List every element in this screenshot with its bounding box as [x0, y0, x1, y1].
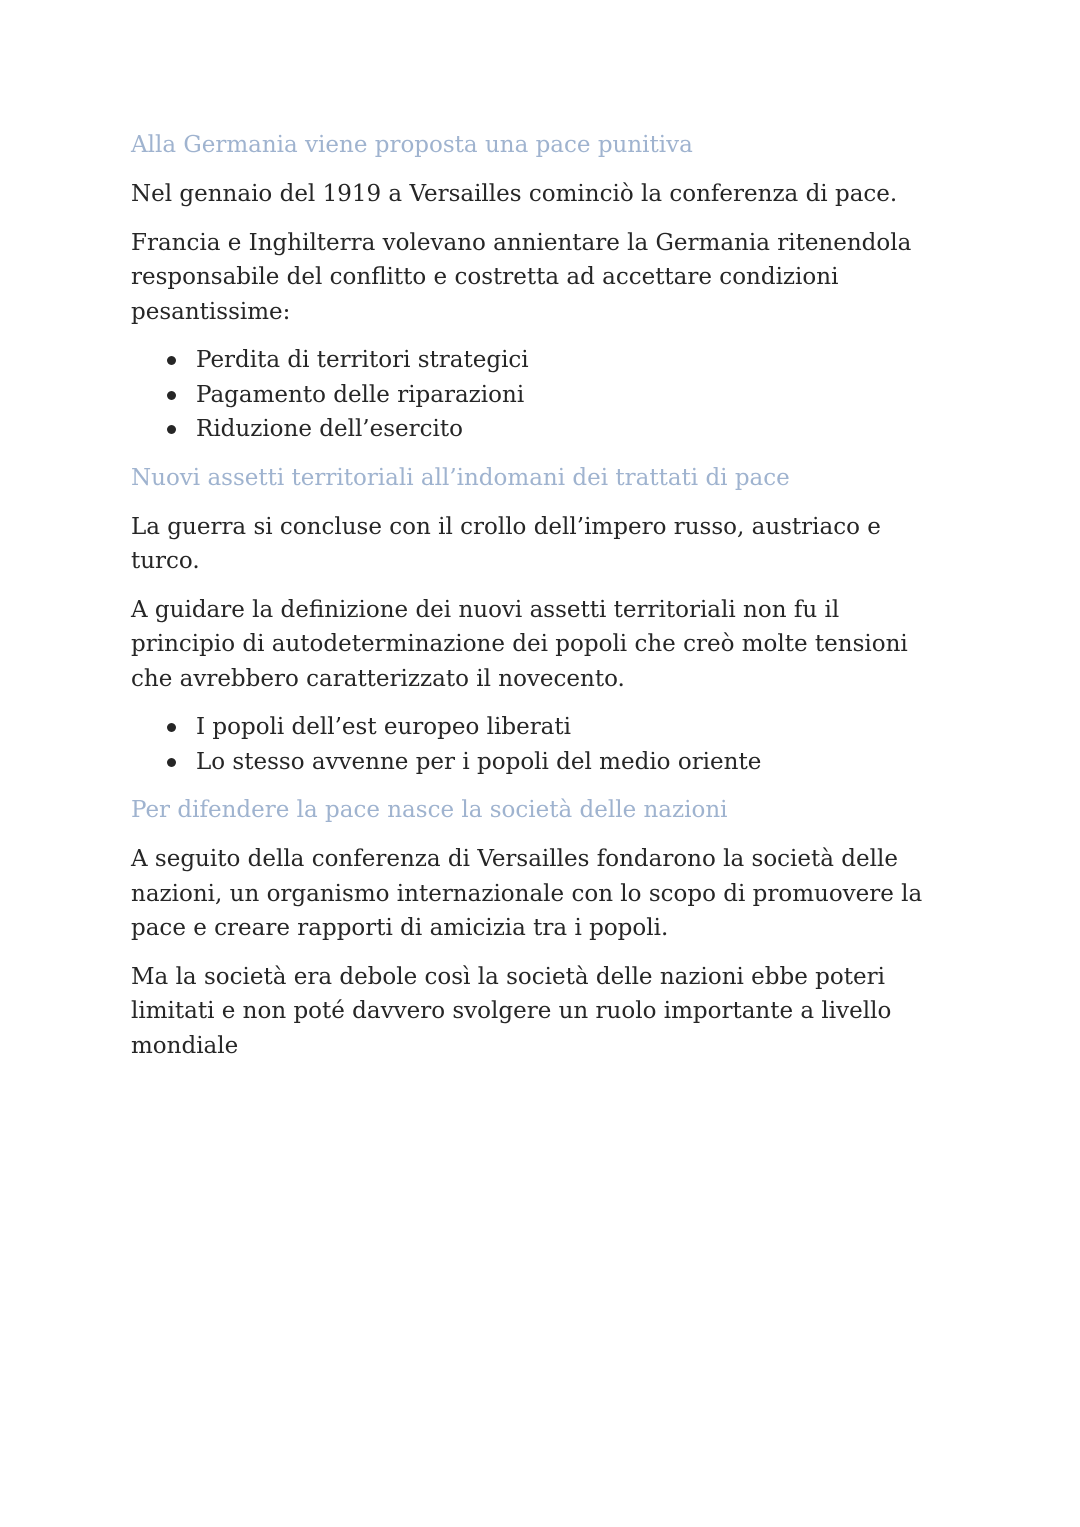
bullet-text: Lo stesso avvenne per i popoli del medio oriente [196, 748, 762, 775]
section-heading: Alla Germania viene proposta una pace punitiva [131, 132, 693, 158]
bullet-dot-icon [167, 356, 176, 365]
bullet-dot-icon [167, 758, 176, 767]
section-assetti-territoriali [131, 461, 931, 780]
paragraph: La guerra si concluse con il crollo dell’impero russo, austriaco e turco. [131, 513, 881, 574]
section-heading: Per difendere la pace nasce la società delle nazioni [131, 797, 728, 823]
bullet-item [131, 412, 931, 447]
section-pace-punitiva [131, 128, 931, 447]
bullet-dot-icon [167, 425, 176, 434]
section-heading: Nuovi assetti territoriali all’indomani dei trattati di pace [131, 464, 790, 491]
bullet-dot-icon [167, 391, 176, 400]
bullet-text: I popoli dell’est europeo liberati [196, 714, 571, 740]
paragraph: Ma la società era debole così la società delle nazioni ebbe poteri limitati e non poté davvero svolgere un ruolo importante a livello mondiale [131, 963, 892, 1059]
paragraph: Francia e Inghilterra volevano annientare la Germania ritenendola responsabile del conflitto e costretta ad accettare condizioni pesantissime: [131, 229, 912, 325]
bullet-item [131, 745, 931, 780]
bullet-item [131, 378, 931, 413]
bullet-item [131, 710, 931, 745]
paragraph: Nel gennaio del 1919 a Versailles cominciò la conferenza di pace. [131, 181, 898, 207]
bullet-list [131, 343, 931, 447]
bullet-dot-icon [167, 723, 176, 732]
section-societa-nazioni [131, 793, 931, 1063]
bullet-text: Perdita di territori strategici [196, 347, 529, 373]
bullet-item [131, 343, 931, 378]
paragraph: A guidare la definizione dei nuovi assetti territoriali non fu il principio di autodeterminazione dei popoli che creò molte tensioni che avrebbero caratterizzato il novecento. [131, 596, 908, 692]
bullet-text: Pagamento delle riparazioni [196, 381, 525, 408]
document-page [131, 128, 931, 1077]
bullet-list [131, 710, 931, 779]
paragraph: A seguito della conferenza di Versailles fondarono la società delle nazioni, un organismo internazionale con lo scopo di promuovere la pace e creare rapporti di amicizia tra i popoli. [131, 846, 923, 941]
bullet-text: Riduzione dell’esercito [196, 416, 463, 442]
